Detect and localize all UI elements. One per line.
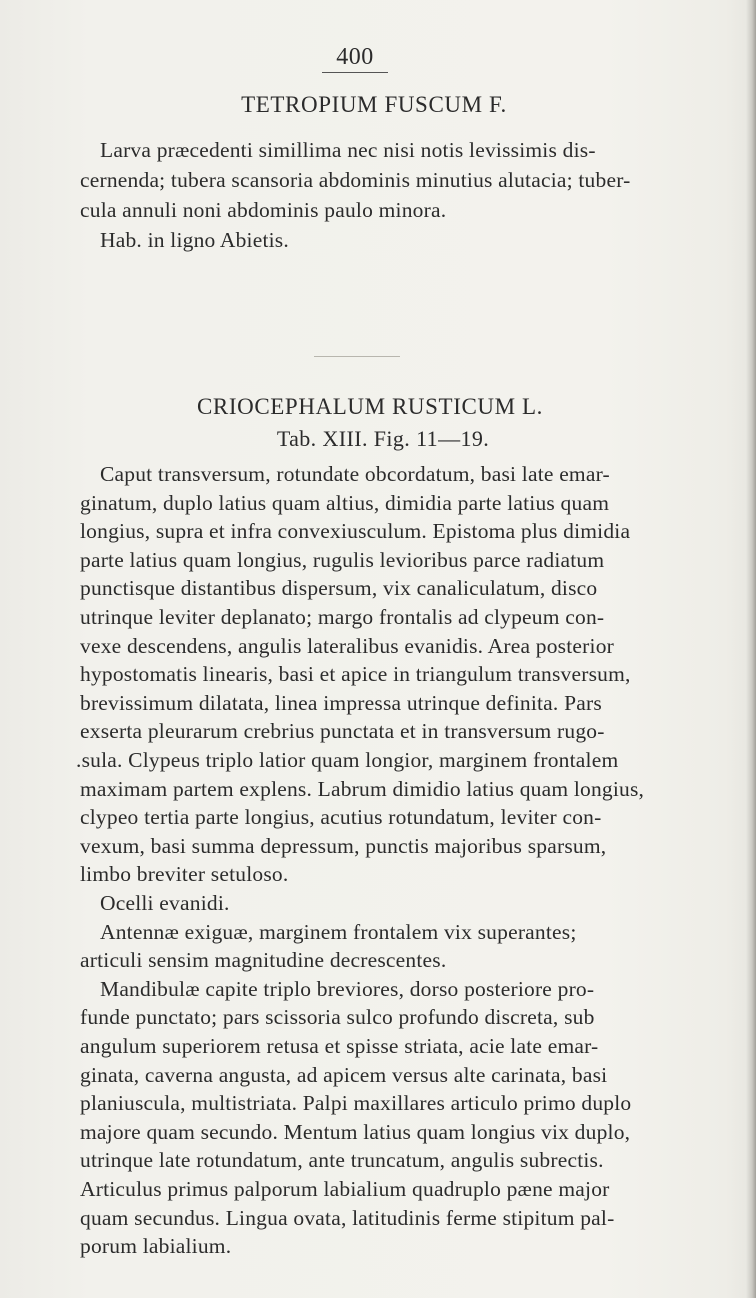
text-line: articuli sensim magnitudine decrescentes.	[80, 948, 447, 972]
text-line: porum labialium.	[80, 1234, 232, 1258]
text-line: punctisque distantibus dispersum, vix canaliculatum, disco	[80, 576, 598, 600]
text-line: planiuscula, multistriata. Palpi maxillares articulo primo duplo	[80, 1091, 632, 1115]
text-line: utrinque late rotundatum, ante truncatum, angulis subrectis.	[80, 1148, 604, 1172]
text-line: ginatum, duplo latius quam altius, dimidia parte latius quam	[80, 491, 610, 515]
text-line: Antennæ exiguæ, marginem frontalem vix superantes;	[100, 920, 577, 944]
plate-reference: Tab. XIII. Fig. 11—19.	[276, 426, 490, 451]
text-line: parte latius quam longius, rugulis levioribus parce radiatum	[80, 548, 605, 572]
text-line: Caput transversum, rotundate obcordatum, basi late emar-	[100, 462, 610, 486]
text-line: utrinque leviter deplanato; margo frontalis ad clypeum con-	[80, 605, 605, 629]
text-line: quam secundus. Lingua ovata, latitudinis ferme stipitum pal-	[80, 1206, 615, 1230]
page-number: 400	[336, 44, 374, 70]
text-line: exserta pleurarum crebrius punctata et in transversum rugo-	[80, 719, 605, 743]
section-title-criocephalum: CRIOCEPHALUM RUSTICUM L.	[196, 394, 543, 419]
text-line: Articulus primus palporum labialium quadruplo pæne major	[80, 1177, 610, 1201]
text-line: vexe descendens, angulis lateralibus evanidis. Area posterior	[80, 634, 615, 658]
text-line: majore quam secundo. Mentum latius quam longius vix duplo,	[80, 1120, 631, 1144]
text-line: cernenda; tubera scansoria abdominis minutius alutacia; tuber-	[80, 168, 631, 192]
page-number-underline	[322, 72, 388, 73]
text-line: ginata, caverna angusta, ad apicem versus alte carinata, basi	[80, 1063, 608, 1087]
text-line: vexum, basi summa depressum, punctis majoribus sparsum,	[80, 834, 607, 858]
text-line: longius, supra et infra convexiusculum. Epistoma plus dimidia	[80, 519, 631, 543]
text-line: Hab. in ligno Abietis.	[100, 228, 289, 252]
text-line: Ocelli evanidi.	[100, 891, 230, 915]
text-line: Mandibulæ capite triplo breviores, dorso posteriore pro-	[100, 977, 595, 1001]
text-line: brevissimum dilatata, linea impressa utrinque definita. Pars	[80, 691, 602, 715]
section-divider	[314, 356, 400, 357]
text-line: funde punctato; pars scissoria sulco profundo discreta, sub	[80, 1005, 595, 1029]
text-line: clypeo tertia parte longius, acutius rotundatum, leviter con-	[80, 805, 602, 829]
text-line: .sula. Clypeus triplo latior quam longior, marginem frontalem	[76, 748, 619, 772]
text-line: Larva præcedenti simillima nec nisi notis levissimis dis-	[100, 138, 596, 162]
page-edge-shadow	[746, 0, 756, 1298]
text-line: limbo breviter setuloso.	[80, 862, 289, 886]
section-title-tetropium: TETROPIUM FUSCUM F.	[241, 92, 507, 117]
text-line: angulum superiorem retusa et spisse striata, acie late emar-	[80, 1034, 599, 1058]
text-line: maximam partem explens. Labrum dimidio latius quam longius,	[80, 777, 645, 801]
text-line: hypostomatis linearis, basi et apice in triangulum transversum,	[80, 662, 631, 686]
text-line: cula annuli noni abdominis paulo minora.	[80, 198, 447, 222]
